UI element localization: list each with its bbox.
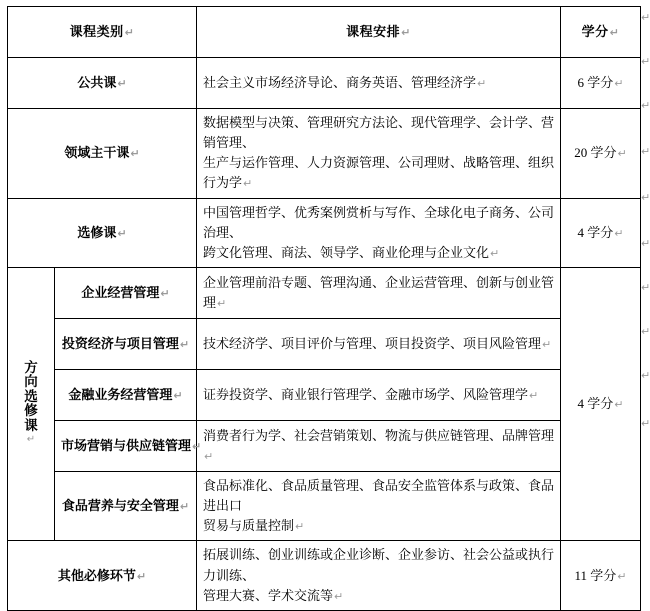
pilcrow-icon: ↵: [609, 25, 620, 39]
arrangement-line: 证券投资学、商业银行管理学、金融市场学、风险管理学: [203, 386, 529, 402]
direction-item-name: [55, 369, 197, 420]
pilcrow-icon: ↵: [614, 226, 624, 240]
direction-item-label: 企业经营管理: [81, 284, 160, 300]
table-header-row: [8, 7, 641, 58]
arrangement-cell: [197, 541, 561, 610]
arrangement-line: 跨文化管理、商法、领导学、商业伦理与企业文化: [203, 244, 490, 260]
credits-value: 11 学分: [574, 567, 617, 583]
pilcrow-icon: ↵: [204, 449, 214, 463]
credits-cell: [561, 109, 641, 199]
arrangement-cell: [197, 318, 561, 369]
direction-item-label: 投资经济与项目管理: [61, 335, 179, 351]
pilcrow-icon: ↵: [641, 55, 650, 68]
category-label: 公共课: [77, 74, 117, 90]
arrangement-line: 中国管理哲学、优秀案例赏析与写作、全球化电子商务、公司治理、: [203, 204, 555, 240]
arrangement-cell: [197, 471, 561, 540]
category-cell-core: [8, 109, 197, 199]
credits-cell: [561, 198, 641, 267]
credits-cell-direction: [561, 267, 641, 540]
arrangement-line: 管理大赛、学术交流等: [203, 587, 334, 603]
arrangement-line: 贸易与质量控制: [203, 518, 295, 534]
course-schedule-table: [7, 6, 641, 611]
credits-value: 4 学分: [577, 224, 614, 240]
arrangement-line: 社会主义市场经济导论、商务英语、管理经济学: [203, 74, 477, 90]
pilcrow-icon: ↵: [295, 520, 305, 534]
category-label: 其他必修环节: [57, 567, 136, 583]
arrangement-line: 消费者行为学、社会营销策划、物流与供应链管理、品牌管理: [203, 427, 555, 443]
pilcrow-icon: ↵: [117, 226, 127, 240]
pilcrow-icon: ↵: [117, 76, 127, 90]
direction-item-name: [55, 420, 202, 471]
direction-item-name: [55, 267, 197, 318]
pilcrow-icon: ↵: [614, 76, 624, 90]
credits-value: 4 学分: [577, 396, 614, 412]
arrangement-cell: [197, 198, 561, 267]
header-arrangement-text: 课程安排: [346, 23, 401, 39]
category-label: 领域主干课: [64, 145, 130, 161]
arrangement-line-wrap: [203, 243, 554, 263]
table-row: [8, 109, 641, 199]
direction-item-label: 金融业务经营管理: [68, 386, 173, 402]
credits-value: 6 学分: [577, 74, 614, 90]
arrangement-cell: [197, 369, 561, 420]
pilcrow-icon: ↵: [192, 439, 202, 453]
category-cell-other: [8, 541, 197, 610]
table-row: [8, 198, 641, 267]
pilcrow-icon: ↵: [26, 433, 36, 445]
arrangement-line-wrap: [203, 586, 554, 606]
credits-cell: [561, 541, 641, 610]
pilcrow-icon: ↵: [641, 145, 650, 158]
header-credits-text: 学分: [581, 23, 609, 39]
category-cell-elective: [8, 198, 197, 267]
pilcrow-icon: ↵: [542, 337, 552, 351]
arrangement-line: 企业管理前沿专题、管理沟通、企业运营管理、创新与创业管理: [203, 274, 555, 310]
table-row: [8, 318, 641, 369]
credits-cell: [561, 58, 641, 109]
pilcrow-icon: ↵: [124, 25, 135, 39]
pilcrow-icon: ↵: [173, 388, 183, 402]
pilcrow-icon: ↵: [617, 147, 627, 161]
arrangement-cell: [197, 267, 561, 318]
pilcrow-icon: ↵: [641, 417, 650, 430]
arrangement-line-wrap: [203, 516, 554, 536]
table-row: [8, 471, 641, 540]
direction-item-name: [55, 471, 197, 540]
arrangement-line: 技术经济学、项目评价与管理、项目投资学、项目风险管理: [203, 335, 542, 351]
pilcrow-icon: ↵: [217, 296, 227, 310]
arrangement-line: 食品标准化、食品质量管理、食品安全监管体系与政策、食品进出口: [203, 477, 555, 514]
pilcrow-icon: ↵: [179, 500, 190, 514]
pilcrow-icon: ↵: [490, 246, 500, 260]
direction-group-label: [24, 361, 39, 446]
pilcrow-icon: ↵: [641, 281, 650, 294]
direction-item-name: [55, 318, 197, 369]
direction-group-label-cell: [8, 267, 55, 540]
table-row: [8, 267, 641, 318]
direction-group-label-text: 方向选修课: [24, 359, 38, 433]
category-label: 选修课: [77, 224, 117, 240]
pilcrow-icon: ↵: [641, 369, 650, 382]
table-row: [8, 420, 641, 471]
table-row: [8, 58, 641, 109]
pilcrow-icon: ↵: [136, 569, 147, 583]
direction-item-label: 市场营销与供应链管理: [61, 437, 192, 453]
pilcrow-icon: ↵: [617, 569, 627, 583]
table-row: [8, 369, 641, 420]
header-category-text: 课程类别: [69, 23, 124, 39]
pilcrow-icon: ↵: [243, 177, 253, 191]
pilcrow-icon: ↵: [641, 325, 650, 338]
pilcrow-icon: ↵: [641, 99, 650, 112]
pilcrow-icon: ↵: [179, 337, 190, 351]
pilcrow-icon: ↵: [401, 25, 411, 39]
header-cell-category: [8, 7, 197, 58]
arrangement-cell: [197, 109, 561, 199]
pilcrow-icon: ↵: [130, 147, 140, 161]
header-cell-arrangement: [197, 7, 561, 58]
credits-value: 20 学分: [574, 145, 617, 161]
pilcrow-icon: ↵: [614, 398, 624, 412]
arrangement-line: 生产与运作管理、人力资源管理、公司理财、战略管理、组织行为学: [203, 155, 555, 191]
pilcrow-icon: ↵: [334, 589, 344, 603]
pilcrow-icon: ↵: [641, 11, 650, 24]
category-cell-public: [8, 58, 197, 109]
table-row: [8, 541, 641, 610]
header-cell-credits: [561, 7, 641, 58]
arrangement-cell: [197, 420, 561, 471]
direction-item-label: 食品营养与安全管理: [61, 498, 179, 514]
pilcrow-icon: ↵: [641, 237, 650, 250]
pilcrow-icon: ↵: [477, 76, 487, 90]
pilcrow-icon: ↵: [641, 191, 650, 204]
arrangement-cell: [197, 58, 561, 109]
arrangement-line: 拓展训练、创业训练或企业诊断、企业参访、社会公益或执行力训练、: [203, 547, 555, 583]
arrangement-line-wrap: [203, 153, 554, 193]
margin-paragraph-marks: [641, 0, 650, 463]
arrangement-line: 数据模型与决策、管理研究方法论、现代管理学、会计学、营销管理、: [203, 115, 555, 151]
pilcrow-icon: ↵: [529, 388, 539, 402]
pilcrow-icon: ↵: [160, 286, 170, 300]
